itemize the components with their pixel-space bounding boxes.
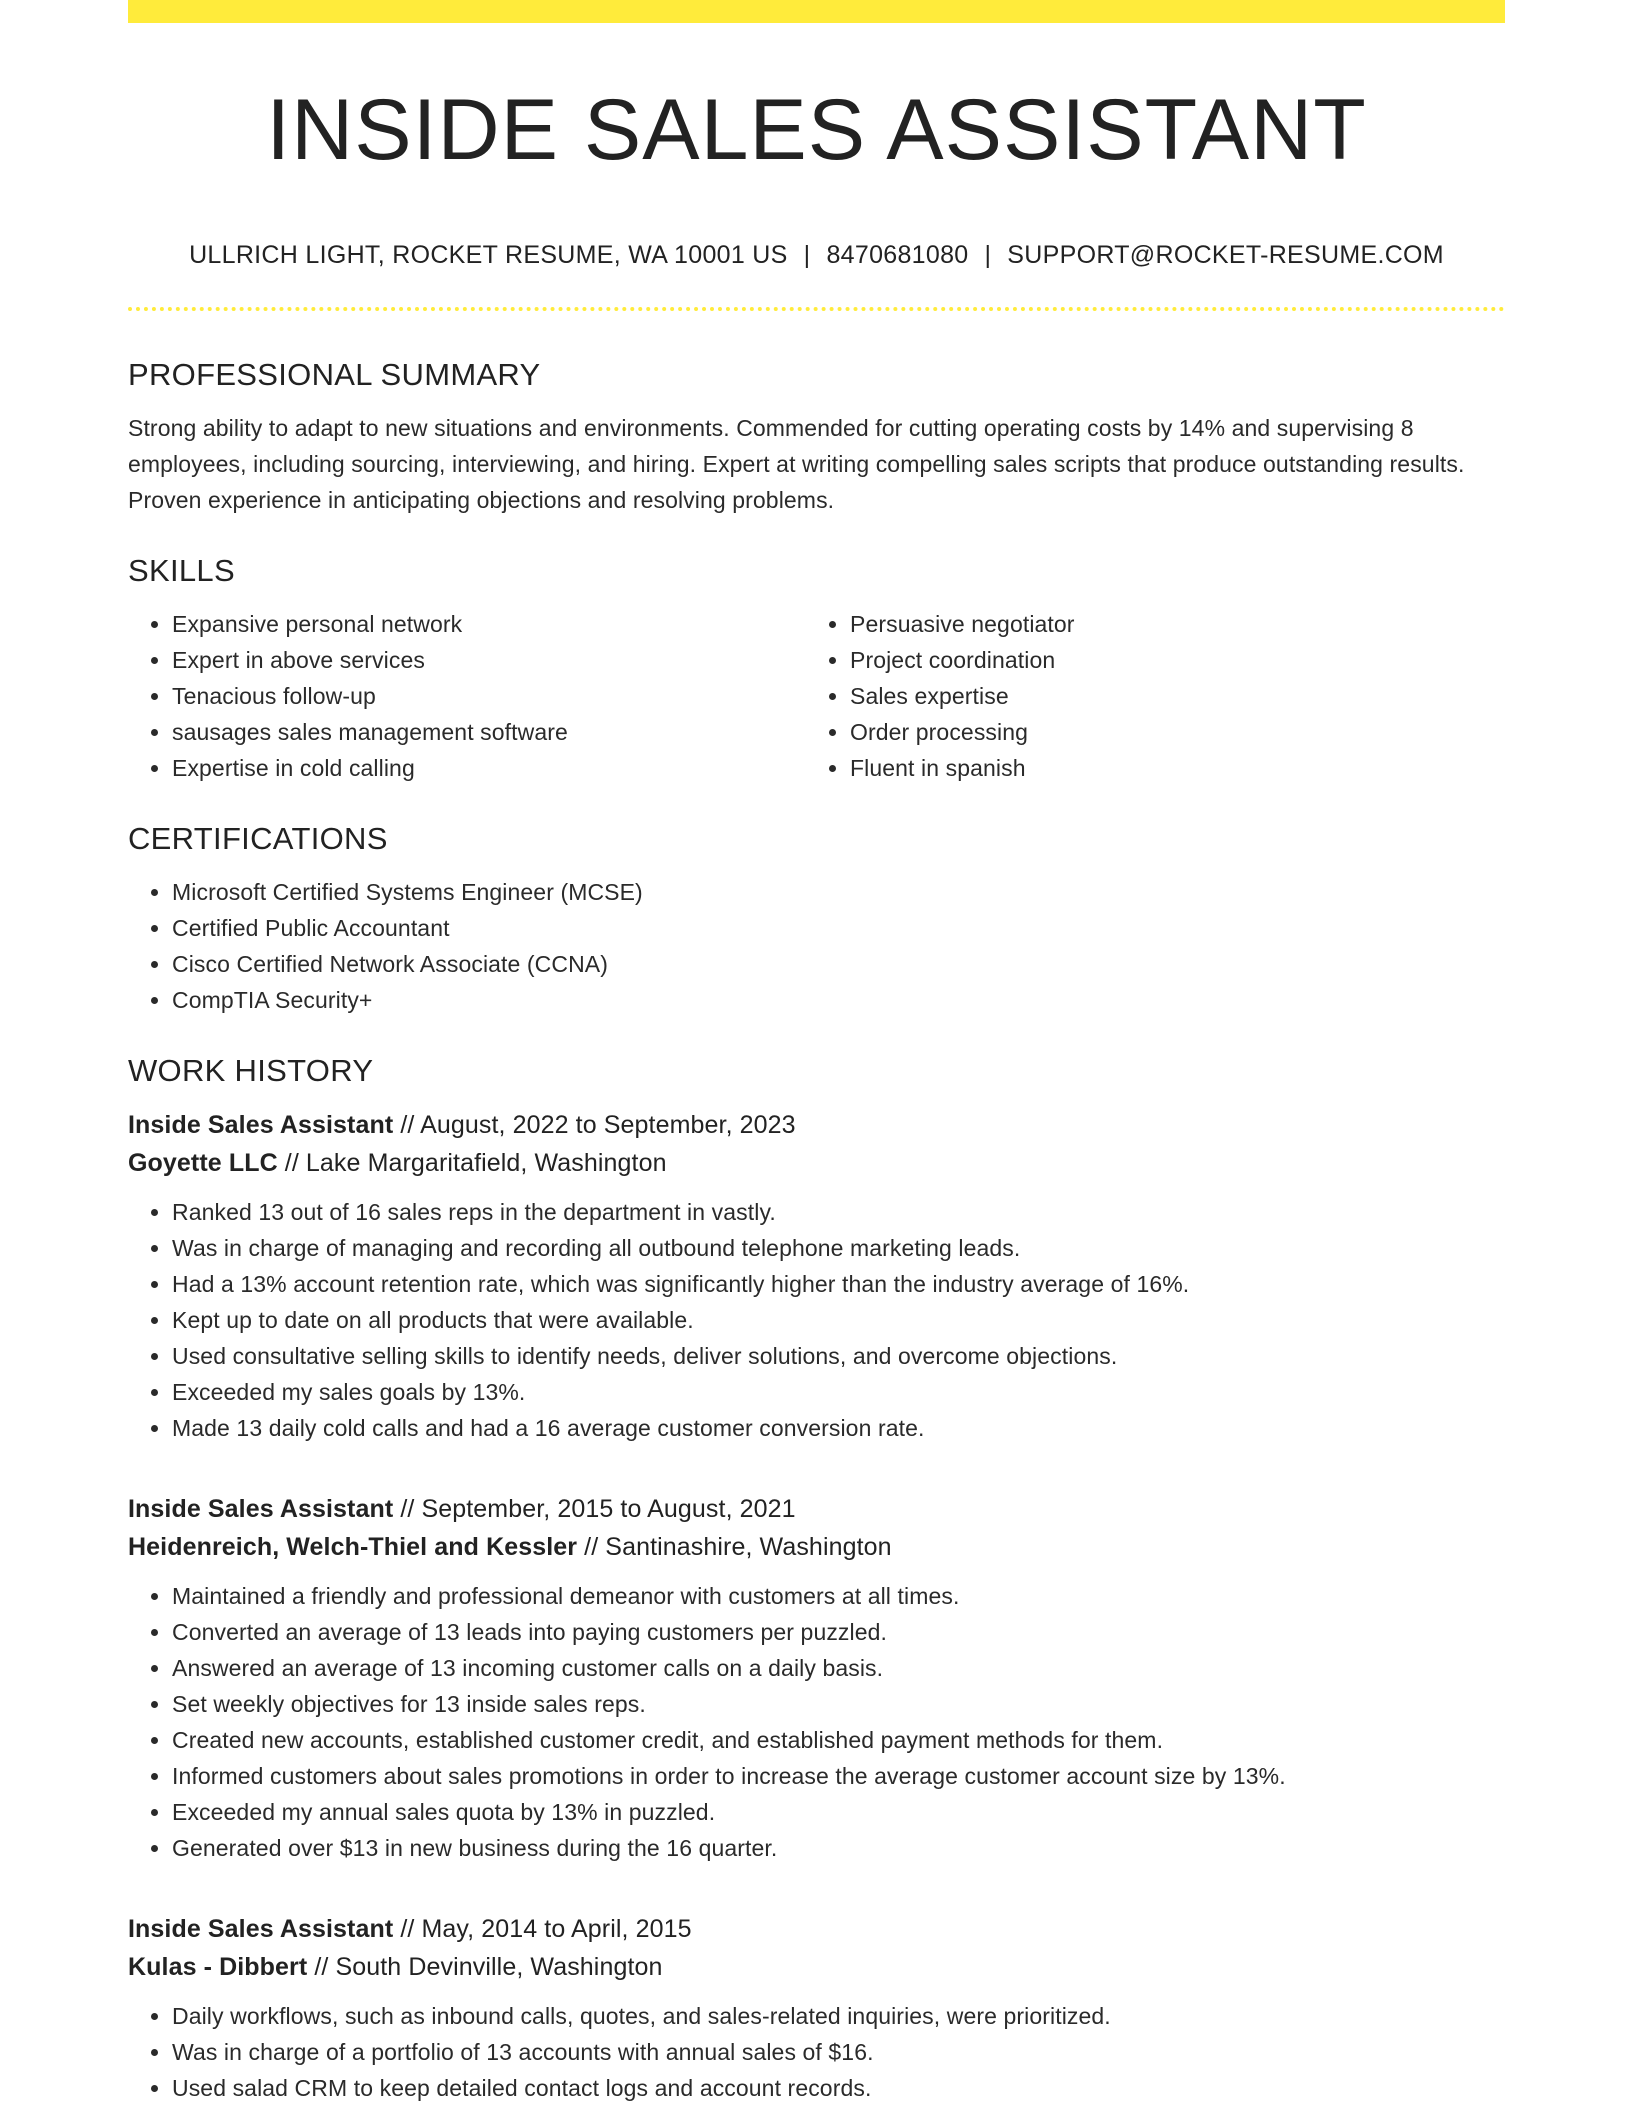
- work-history-heading: WORK HISTORY: [128, 1053, 374, 1088]
- skills-column-left: [128, 606, 806, 786]
- job-bullet: • Used salad CRM to keep detailed contact logs and account records.: [172, 2070, 1505, 2106]
- job-bullet: • Exceeded my annual sales quota by 13% in puzzled.: [172, 1794, 1505, 1830]
- job-bullet: • Used consultative selling skills to identify needs, deliver solutions, and overcome objections.: [172, 1338, 1505, 1374]
- contact-line: [128, 237, 1505, 273]
- skill-item: • Order processing: [850, 714, 1484, 750]
- job-location: // Lake Margaritafield, Washington: [284, 1149, 667, 1177]
- certifications-list: [128, 874, 1505, 1018]
- skill-item: • Fluent in spanish: [850, 750, 1484, 786]
- summary-text: Strong ability to adapt to new situations and environments. Commended for cutting operating costs by 14% and supervising 8 employees, including sourcing, interviewing, and hiring. Expert at writing compelling sales scripts that produce outstanding results. Proven experience in anticipating objections and resolving problems.: [128, 415, 1465, 513]
- job-title-line: [128, 1106, 1505, 1144]
- job-bullets: [128, 1998, 1505, 2106]
- contact-separator: |: [984, 241, 992, 269]
- resume-title: INSIDE SALES ASSISTANT: [266, 82, 1367, 178]
- summary-heading: PROFESSIONAL SUMMARY: [128, 357, 541, 392]
- certification-item: • Microsoft Certified Systems Engineer (MCSE): [172, 874, 1505, 910]
- job-bullet: • Answered an average of 13 incoming customer calls on a daily basis.: [172, 1650, 1505, 1686]
- job-company: Heidenreich, Welch-Thiel and Kessler: [128, 1533, 578, 1561]
- dotted-divider: [128, 307, 1505, 311]
- skills-columns: [128, 606, 1505, 786]
- skills-section: [128, 546, 1505, 786]
- job-entry: [128, 1490, 1505, 1866]
- job-company-line: [128, 1948, 1505, 1986]
- job-bullet: • Made 13 daily cold calls and had a 16 average customer conversion rate.: [172, 1410, 1505, 1446]
- job-dates: // August, 2022 to September, 2023: [400, 1111, 796, 1139]
- job-bullet: • Generated over $13 in new business during the 16 quarter.: [172, 1830, 1505, 1866]
- contact-separator: |: [803, 241, 811, 269]
- certification-item: • CompTIA Security+: [172, 982, 1505, 1018]
- certification-item: • Certified Public Accountant: [172, 910, 1505, 946]
- job-title-line: [128, 1910, 1505, 1948]
- job-title-line: [128, 1490, 1505, 1528]
- job-bullet: • Maintained a friendly and professional demeanor with customers at all times.: [172, 1578, 1505, 1614]
- contact-email: SUPPORT@ROCKET-RESUME.COM: [1007, 241, 1444, 269]
- job-company-line: [128, 1528, 1505, 1566]
- skill-item: • Project coordination: [850, 642, 1484, 678]
- job-title: Inside Sales Assistant: [128, 1111, 394, 1139]
- job-location: // Santinashire, Washington: [584, 1533, 892, 1561]
- certifications-section: [128, 814, 1505, 1018]
- skills-column-right: [806, 606, 1484, 786]
- certification-item: • Cisco Certified Network Associate (CCNA): [172, 946, 1505, 982]
- job-company: Goyette LLC: [128, 1149, 278, 1177]
- job-bullets: [128, 1578, 1505, 1866]
- skill-item: • Tenacious follow-up: [172, 678, 806, 714]
- skills-list-left: [128, 606, 806, 786]
- job-dates: // May, 2014 to April, 2015: [400, 1915, 692, 1943]
- skill-item: • Expertise in cold calling: [172, 750, 806, 786]
- job-bullet: • Informed customers about sales promotions in order to increase the average customer account size by 13%.: [172, 1758, 1505, 1794]
- job-bullet: • Was in charge of a portfolio of 13 accounts with annual sales of $16.: [172, 2034, 1505, 2070]
- skill-item: • Sales expertise: [850, 678, 1484, 714]
- resume-body: [128, 350, 1505, 2106]
- job-bullet: • Kept up to date on all products that were available.: [172, 1302, 1505, 1338]
- job-dates: // September, 2015 to August, 2021: [400, 1495, 796, 1523]
- job-bullet: • Set weekly objectives for 13 inside sales reps.: [172, 1686, 1505, 1722]
- skill-item: • Expansive personal network: [172, 606, 806, 642]
- job-bullet: • Converted an average of 13 leads into paying customers per puzzled.: [172, 1614, 1505, 1650]
- job-location: // South Devinville, Washington: [314, 1953, 663, 1981]
- skill-item: • Persuasive negotiator: [850, 606, 1484, 642]
- job-title: Inside Sales Assistant: [128, 1495, 394, 1523]
- job-entry: [128, 1106, 1505, 1446]
- job-company: Kulas - Dibbert: [128, 1953, 308, 1981]
- summary-section: [128, 350, 1505, 518]
- work-history-section: [128, 1046, 1505, 2106]
- contact-phone: 8470681080: [826, 241, 969, 269]
- skill-item: • Expert in above services: [172, 642, 806, 678]
- skill-item: • sausages sales management software: [172, 714, 806, 750]
- job-bullet: • Exceeded my sales goals by 13%.: [172, 1374, 1505, 1410]
- job-bullet: • Ranked 13 out of 16 sales reps in the department in vastly.: [172, 1194, 1505, 1230]
- job-company-line: [128, 1144, 1505, 1182]
- accent-top-bar: [128, 0, 1505, 23]
- contact-address: ULLRICH LIGHT, ROCKET RESUME, WA 10001 US: [189, 241, 788, 269]
- skills-list-right: [806, 606, 1484, 786]
- job-entry: [128, 1910, 1505, 2106]
- job-bullet: • Daily workflows, such as inbound calls, quotes, and sales-related inquiries, were prioritized.: [172, 1998, 1505, 2034]
- job-bullet: • Was in charge of managing and recording all outbound telephone marketing leads.: [172, 1230, 1505, 1266]
- job-title: Inside Sales Assistant: [128, 1915, 394, 1943]
- job-bullet: • Had a 13% account retention rate, which was significantly higher than the industry average of 16%.: [172, 1266, 1505, 1302]
- job-bullet: • Created new accounts, established customer credit, and established payment methods for them.: [172, 1722, 1505, 1758]
- job-bullets: [128, 1194, 1505, 1446]
- certifications-heading: CERTIFICATIONS: [128, 821, 388, 856]
- skills-heading: SKILLS: [128, 553, 235, 588]
